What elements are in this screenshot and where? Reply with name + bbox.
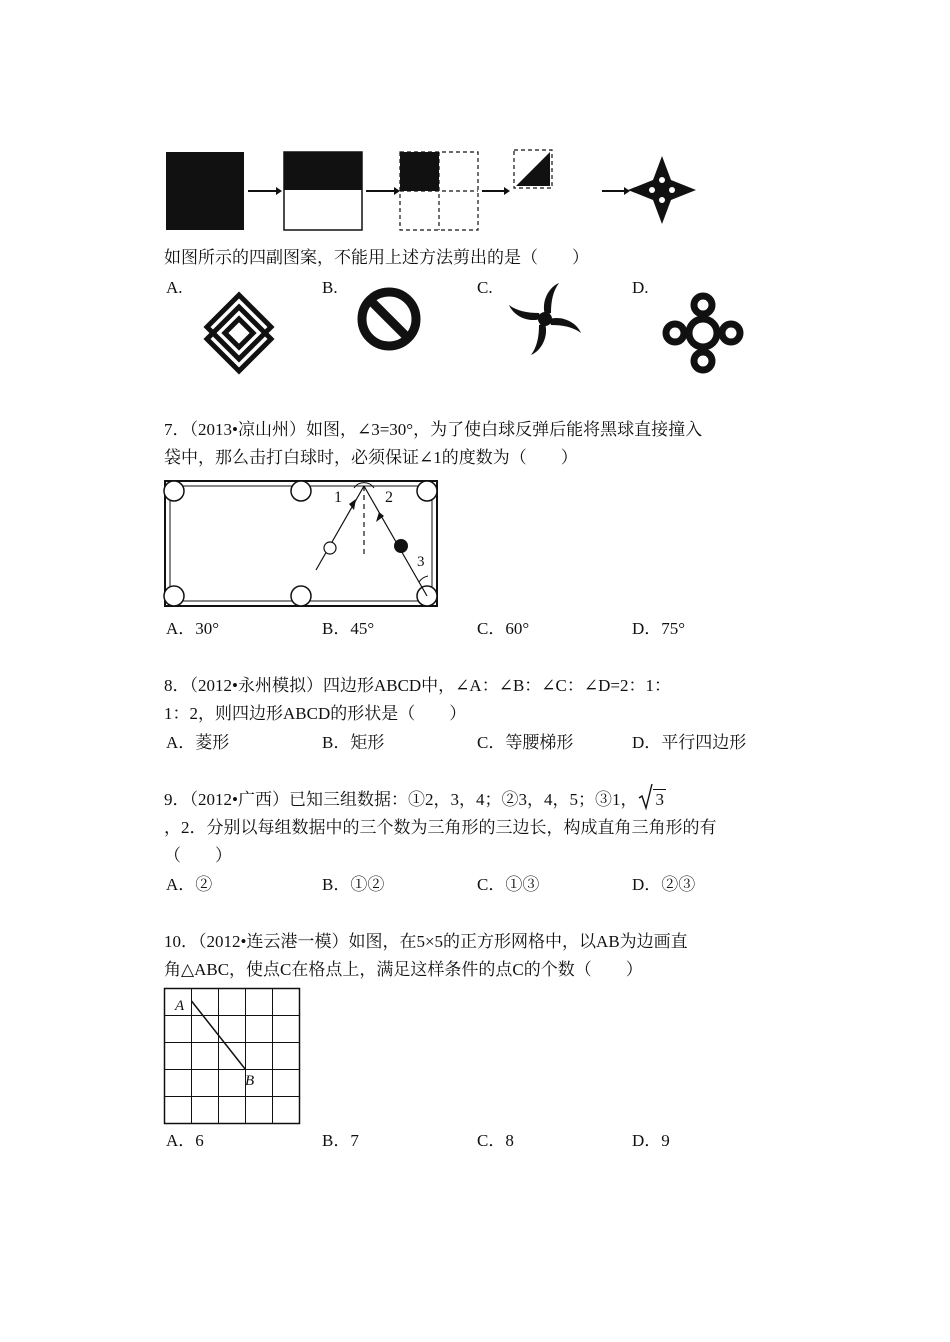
pocket-top-left [164,481,184,501]
q8-option-b-text: 矩形 [350,733,385,752]
q8-option-b-key: B． [322,733,351,752]
q9-option-d-text: ②③ [661,875,696,894]
q7-option-b-text: 45° [350,619,375,638]
q10-option-c-text: 8 [505,1131,514,1150]
white-ball [324,542,336,554]
q7-option-a[interactable] [166,615,219,643]
q9-question-line1 [164,786,666,814]
q7-option-c[interactable] [477,615,529,643]
paper-folding-steps-figure [164,148,704,234]
q8-option-a[interactable] [166,729,229,757]
q9-option-a-text: ② [195,875,213,894]
q9-option-d[interactable] [632,871,695,899]
billiard-table-figure [164,480,440,610]
q10-option-b-key: B． [322,1131,351,1150]
pocket-top-middle [291,481,311,501]
q8-option-d[interactable] [632,729,746,757]
q10-question-line1: 10．（2012•连云港一模）如图，在5×5的正方形网格中，以AB为边画直 [164,932,688,951]
sqrt-expression [639,786,666,814]
point-a-label: A [175,998,185,1014]
q7-option-a-text: 30° [195,619,220,638]
q10-option-b[interactable] [322,1127,359,1155]
step5-star-pattern [628,156,696,224]
q8-option-c[interactable] [477,729,573,757]
q6-option-a-label: A. [166,278,183,297]
q9-question-line2: ，2．分别以每组数据中的三个数为三角形的三边长，构成直角三角形的有 [164,818,717,837]
q8-question-line1: 8．（2012•永州模拟）四边形ABCD中，∠A：∠B：∠C：∠D=2：1： [164,676,671,695]
q6-option-d-label: D. [632,278,649,297]
q10-option-a[interactable] [166,1127,204,1155]
q6-option-b-label: B. [322,278,338,297]
q9-option-c[interactable] [477,871,539,899]
q10-option-d-text: 9 [661,1131,670,1150]
q9-option-a-key: A． [166,875,196,894]
black-ball [394,539,408,553]
q6-option-c-swirl-pattern [508,280,582,358]
angle-1-label: 1 [334,489,342,506]
q9-option-b-key: B． [322,875,351,894]
q6-option-c-label: C. [477,278,493,297]
pocket-bottom-middle [291,586,311,606]
q10-question-line2: 角△ABC，使点C在格点上，满足这样条件的点C的个数（ ） [164,960,643,979]
q7-question-line1: 7．（2013•凉山州）如图，∠3=30°，为了使白球反弹后能将黑球直接撞入 [164,420,703,439]
sqrt-radicand: 3 [655,790,664,809]
q8-option-a-key: A． [166,733,196,752]
angle-2-label: 2 [385,489,393,506]
q10-option-c-key: C． [477,1131,506,1150]
grid-5x5-figure [164,988,300,1124]
step1-black-square [166,152,244,230]
q9-question-line3: （ ） [164,846,232,865]
point-b-label: B [245,1073,255,1089]
q6-option-d-rings-pattern [664,290,742,376]
q9-line1-text: 9．（2012•广西）已知三组数据：①2，3，4；②3，4，5；③1， [164,790,638,809]
q7-option-c-text: 60° [505,619,530,638]
q8-option-d-text: 平行四边形 [661,733,747,752]
q7-option-b-key: B． [322,619,351,638]
angle-3-label: 3 [417,554,425,570]
q6-option-a-knot-pattern [200,290,278,376]
q8-question-line2: 1：2，则四边形ABCD的形状是（ ） [164,704,467,723]
q9-option-d-key: D． [632,875,662,894]
q9-option-b-text: ①② [350,875,385,894]
q7-question-line2: 袋中，那么击打白球时，必须保证∠1的度数为（ ） [164,448,578,467]
pocket-top-right [417,481,437,501]
q10-option-c[interactable] [477,1127,514,1155]
q8-option-c-key: C． [477,733,506,752]
q8-option-b[interactable] [322,729,384,757]
q8-option-d-key: D． [632,733,662,752]
q10-option-a-text: 6 [195,1131,204,1150]
q10-option-b-text: 7 [350,1131,359,1150]
q10-option-a-key: A． [166,1131,196,1150]
pocket-bottom-left [164,586,184,606]
q7-option-d-text: 75° [661,619,686,638]
q6-question: 如图所示的四副图案，不能用上述方法剪出的是（ ） [164,248,589,267]
q8-option-a-text: 菱形 [195,733,230,752]
q10-option-d-key: D． [632,1131,662,1150]
q7-option-d-key: D． [632,619,662,638]
q7-option-a-key: A． [166,619,196,638]
q9-option-a[interactable] [166,871,212,899]
q7-option-b[interactable] [322,615,374,643]
q6-option-b-circle-slash-pattern [355,285,423,353]
q10-option-d[interactable] [632,1127,670,1155]
q9-option-c-text: ①③ [505,875,540,894]
q7-option-d[interactable] [632,615,685,643]
q9-option-b[interactable] [322,871,384,899]
q8-option-c-text: 等腰梯形 [505,733,574,752]
radical-sign-icon [639,784,653,810]
q7-option-c-key: C． [477,619,506,638]
q9-option-c-key: C． [477,875,506,894]
